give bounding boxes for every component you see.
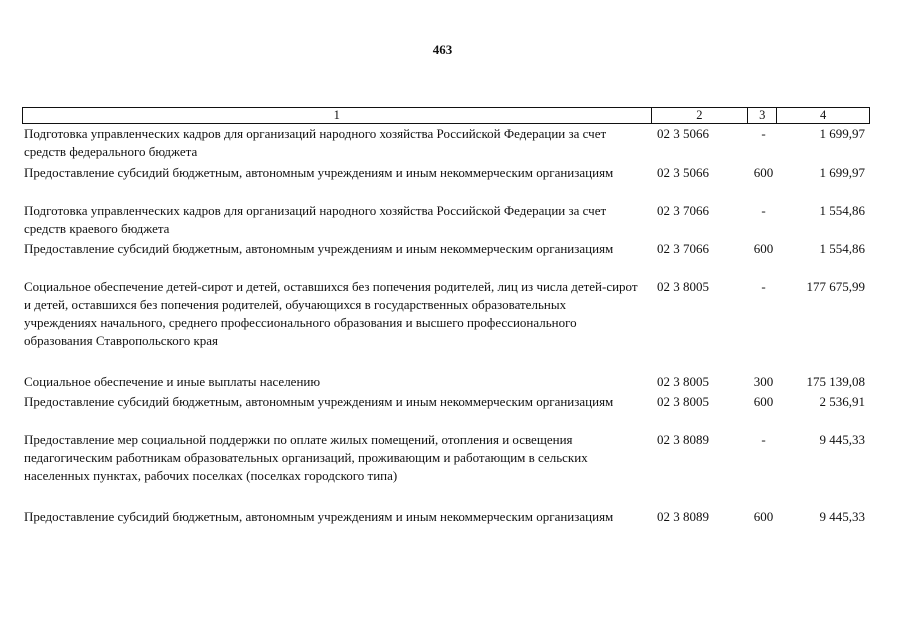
row-name: Предоставление субсидий бюджетным, автономным учреждениям и иным некоммерческим организациям — [24, 241, 614, 256]
row-name: Социальное обеспечение детей-сирот и детей, оставшихся без попечения родителей, лиц из числа детей-сирот и детей, оставшихся без попечения родителей, обучающихся в государственных образовательных учреждениях начального, среднего профессионального образования и высшего профессионального образования Ставропольского края — [24, 279, 638, 348]
row-code: 02 3 5066 — [657, 126, 709, 141]
table-header-row — [22, 107, 870, 124]
header-col-3: 3 — [748, 108, 777, 123]
row-sum: 1 699,97 — [819, 126, 865, 141]
row-sum: 1 699,97 — [819, 165, 865, 180]
row-code: 02 3 5066 — [657, 165, 709, 180]
header-col-4: 4 — [819, 108, 827, 122]
row-sum: 9 445,33 — [819, 509, 865, 524]
row-code: 02 3 8089 — [657, 432, 709, 447]
row-name: Предоставление мер социальной поддержки по оплате жилых помещений, отопления и освещения педагогическим работникам образовательных организаций, проживающим и работающим в сельских населенных пунктах, рабочих поселках (поселках городского типа) — [24, 432, 588, 483]
row-name: Социальное обеспечение и иные выплаты населению — [24, 374, 321, 389]
row-code: 02 3 8005 — [657, 374, 709, 389]
row-name: Предоставление субсидий бюджетным, автономным учреждениям и иным некоммерческим организациям — [24, 509, 614, 524]
row-vr: - — [761, 203, 766, 218]
header-col-1: 1 — [23, 108, 652, 123]
row-sum: 1 554,86 — [819, 241, 865, 256]
row-code: 02 3 7066 — [657, 241, 709, 256]
row-vr: 600 — [753, 241, 774, 256]
row-code: 02 3 8089 — [657, 509, 709, 524]
row-sum: 2 536,91 — [819, 394, 865, 409]
header-col-2: 2 — [652, 108, 749, 123]
row-sum: 175 139,08 — [806, 374, 865, 389]
row-code: 02 3 8005 — [657, 279, 709, 294]
row-vr: 600 — [753, 509, 774, 524]
table-row — [22, 164, 870, 182]
row-vr: - — [761, 126, 766, 141]
row-sum: 177 675,99 — [806, 279, 865, 294]
row-vr: - — [761, 432, 766, 447]
table-row — [22, 278, 870, 350]
row-name: Подготовка управленческих кадров для организаций народного хозяйства Российской Федерации за счет средств краевого бюджета — [24, 203, 607, 236]
row-vr: 600 — [753, 394, 774, 409]
row-sum: 9 445,33 — [819, 432, 865, 447]
table-row — [22, 393, 870, 411]
row-name: Предоставление субсидий бюджетным, автономным учреждениям и иным некоммерческим организациям — [24, 394, 614, 409]
table-row — [22, 240, 870, 258]
table-row — [22, 125, 870, 161]
table-row — [22, 508, 870, 526]
row-name: Подготовка управленческих кадров для организаций народного хозяйства Российской Федерации за счет средств федерального бюджета — [24, 126, 607, 159]
table-row — [22, 431, 870, 485]
row-vr: - — [761, 279, 766, 294]
row-vr: 600 — [753, 165, 774, 180]
budget-table — [22, 107, 870, 524]
row-name: Предоставление субсидий бюджетным, автономным учреждениям и иным некоммерческим организациям — [24, 165, 614, 180]
row-sum: 1 554,86 — [819, 203, 865, 218]
row-code: 02 3 8005 — [657, 394, 709, 409]
row-code: 02 3 7066 — [657, 203, 709, 218]
row-vr: 300 — [753, 374, 774, 389]
page-number: 463 — [432, 42, 453, 57]
table-row — [22, 202, 870, 238]
table-row — [22, 373, 870, 391]
